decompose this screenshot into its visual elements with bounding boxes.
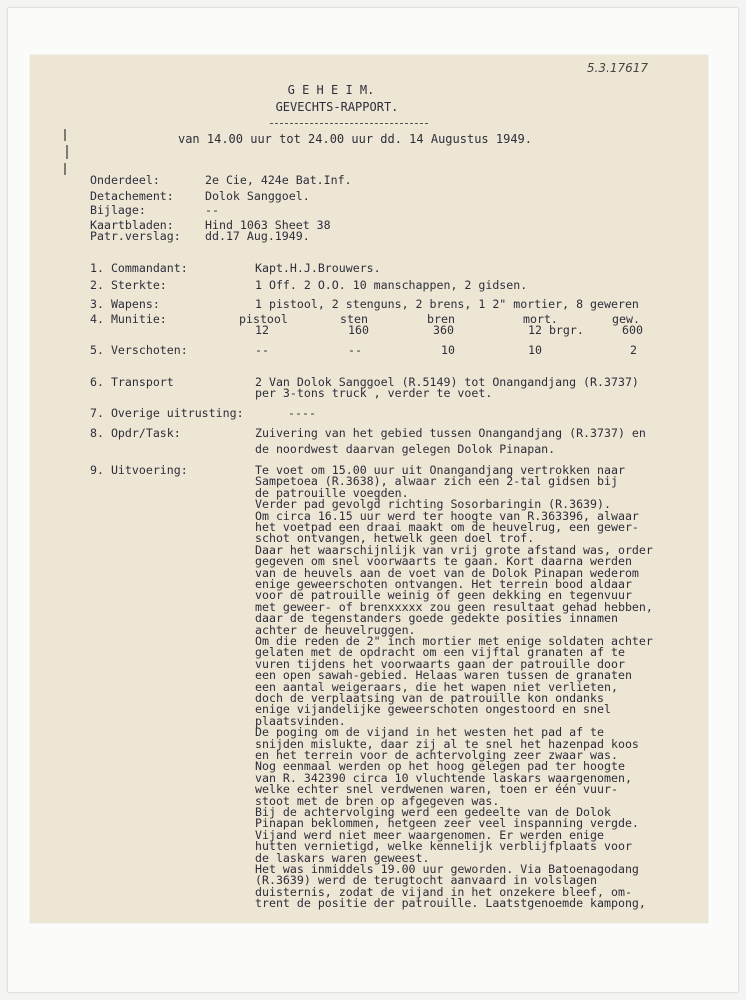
meta-label-patrverslag: Patr.verslag: (90, 229, 181, 243)
item-transport-label: 6. Transport (90, 375, 174, 389)
meta-value-onderdeel: 2e Cie, 424e Bat.Inf. (205, 173, 352, 187)
uitvoering-line: doch de verplaatsing van de patrouille kon ondanks (255, 691, 605, 705)
uitvoering-line: de laskars waren geweest. (255, 850, 430, 865)
meta-value-kaartbladen: Hind 1063 Sheet 38 (205, 218, 331, 232)
item-munitie-label: 4. Munitie: (90, 312, 167, 326)
munitie-header-bren: bren (427, 312, 455, 326)
uitvoering-line: Vijand werd niet meer waargenomen. Er werden enige (255, 827, 605, 842)
uitvoering-line: de patrouille voegden. (255, 485, 409, 500)
document-sheet (30, 55, 708, 923)
opdr-line-2: de noordwest daarvan gelegen Dolok Pinapan. (255, 442, 556, 456)
uitvoering-line: een open sawah-gebied. Helaas waren tussen de granaten (255, 668, 632, 683)
uitvoering-line: het voetpad een draai maakt om de heuvelrug, een gewer- (255, 520, 639, 534)
meta-value-detachement: Dolok Sanggoel. (205, 189, 310, 203)
archive-number: 5.3.17617 (586, 61, 648, 75)
verschoten-value-mort: 10 (528, 343, 542, 357)
meta-value-bijlage: -- (205, 203, 219, 217)
item-wapens-value: 1 pistool, 2 stenguns, 2 brens, 1 2" mortier, 8 geweren (255, 297, 639, 311)
classification-heading: G E H E I M. (287, 83, 375, 97)
uitvoering-line: De poging om de vijand in het westen het pad af te (255, 725, 605, 740)
meta-label-detachement: Detachement: (90, 189, 174, 203)
uitvoering-line: met geweer- of brenxxxxx zou geen resultaat gehad hebben, (255, 599, 653, 614)
transport-line-2: per 3-tons truck , verder te voet. (255, 386, 493, 400)
uitvoering-line: vuren tijdens het voorwaarts gaan der patrouille door (255, 656, 625, 671)
transport-line-1: 2 Van Dolok Sanggoel (R.5149) tot Onangandjang (R.3737) (255, 375, 639, 389)
uitvoering-line: Pinapan beklommen, hetgeen zeer veel inspanning vergde. (255, 816, 639, 831)
uitvoering-line: Sampetoea (R.3638), alwaar zich een 2-tal gidsen bij (255, 474, 618, 489)
item-uitvoering-label: 9. Uitvoering: (90, 463, 188, 477)
uitvoering-line: Om circa 16.15 uur werd ter hoogte van R.363396, alwaar (255, 508, 639, 523)
munitie-header-mort: mort. (523, 312, 558, 326)
title-underline (270, 123, 428, 124)
munitie-header-gew: gew. (612, 312, 640, 326)
uitvoering-line: achter de heuvelruggen. (255, 622, 416, 637)
item-opdr-label: 8. Opdr/Task: (90, 426, 181, 440)
uitvoering-line: gelaten met de opdracht om een vijftal granaten af te (255, 645, 625, 660)
uitvoering-line: plaatsvinden. (255, 713, 346, 728)
item-verschoten-label: 5. Verschoten: (90, 343, 188, 357)
meta-label-kaartbladen: Kaartbladen: (90, 218, 174, 232)
munitie-value-pistool: 12 (255, 323, 269, 337)
uitvoering-line: stoot met de bren op afgegeven was. (255, 793, 500, 808)
uitvoering-line: enige vijandelijke geweerschoten ongestoord en snel (255, 702, 611, 717)
meta-value-patrverslag: dd.17 Aug.1949. (205, 229, 310, 243)
verschoten-value-gew: 2 (630, 343, 637, 357)
uitvoering-line: van de heuvels aan de voet van de Dolok Pinapan wederom (255, 565, 639, 580)
uitvoering-line: trent de positie der patrouille. Laatstgenoemde kampong, (255, 896, 646, 911)
uitvoering-line: een aantal weigeraars, die het wapen niet verlieten, (255, 679, 618, 694)
uitvoering-line: snijden mislukte, daar zij al te snel het hazenpad koos (255, 736, 639, 751)
uitvoering-line: Nog eenmaal werden op het hoog gelegen pad ter hoogte (255, 759, 625, 774)
uitvoering-line: Om die reden de 2" inch mortier met enige soldaten achter (255, 634, 653, 648)
uitvoering-line: Bij de achtervolging werd een gedeelte van de Dolok (255, 805, 611, 819)
munitie-value-mort: 12 brgr. (528, 323, 584, 337)
uitvoering-line: daar de tegenstanders goede gedekte posities innamen (255, 611, 618, 626)
report-title: GEVECHTS-RAPPORT. (275, 100, 399, 114)
uitvoering-line: Te voet om 15.00 uur uit Onangandjang vertrokken naar (255, 463, 625, 477)
uitvoering-line: enige geweerschoten ontvangen. Het terrein bood aldaar (255, 577, 632, 591)
verschoten-value-sten: -- (348, 343, 362, 357)
uitvoering-line: welke echter snel verdwenen waren, toen er één vuur- (255, 782, 618, 797)
item-uitrusting-label: 7. Overige uitrusting: (90, 406, 244, 420)
munitie-header-sten: sten (340, 312, 368, 326)
uitvoering-line: Het was inmiddels 19.00 uur geworden. Via Batoenagodang (255, 862, 639, 876)
uitvoering-line: van R. 342390 circa 10 vluchtende laskars waargenomen, (255, 770, 632, 785)
uitvoering-line: Daar het waarschijnlijk van vrij grote afstand was, order (255, 542, 653, 557)
item-uitrusting-value: ---- (288, 406, 316, 420)
report-period: van 14.00 uur tot 24.00 uur dd. 14 Augustus 1949. (177, 132, 532, 146)
munitie-value-sten: 160 (348, 323, 369, 337)
munitie-value-gew: 600 (622, 323, 643, 337)
verschoten-value-pistool: -- (255, 343, 269, 357)
item-commandant-value: Kapt.H.J.Brouwers. (255, 261, 381, 275)
opdr-line-1: Zuivering van het gebied tussen Onangandjang (R.3737) en (255, 426, 646, 440)
uitvoering-line: duisternis, zodat de vijand in het onzekere bleef, om- (255, 884, 632, 899)
meta-label-onderdeel: Onderdeel: (90, 173, 160, 187)
uitvoering-line: gegeven om snel voorwaarts te gaan. Kort daarna werden (255, 554, 632, 569)
verschoten-value-bren: 10 (441, 343, 455, 357)
item-sterkte-value: 1 Off. 2 O.O. 10 manschappen, 2 gidsen. (255, 278, 528, 292)
uitvoering-line: schot ontvangen, hetwelk geen doel trof. (255, 531, 535, 546)
uitvoering-line: en het terrein voor de achtervolging zeer zwaar was. (255, 748, 618, 762)
item-commandant-label: 1. Commandant: (90, 261, 188, 275)
meta-label-bijlage: Bijlage: (90, 203, 146, 217)
uitvoering-line: (R.3639) werd de terugtocht aanvaard in volslagen (255, 873, 598, 888)
uitvoering-line: voor de patrouille weinig of geen dekking en tegenvuur (255, 588, 632, 603)
item-wapens-label: 3. Wapens: (90, 297, 160, 311)
item-sterkte-label: 2. Sterkte: (90, 278, 167, 292)
munitie-header-pistool: pistool (239, 312, 288, 326)
uitvoering-line: hutten vernietigd, welke kennelijk verblijfplaats voor (255, 839, 632, 854)
uitvoering-line: Verder pad gevolgd richting Sosorbaringin (R.3639). (255, 497, 611, 512)
munitie-value-bren: 360 (433, 323, 454, 337)
